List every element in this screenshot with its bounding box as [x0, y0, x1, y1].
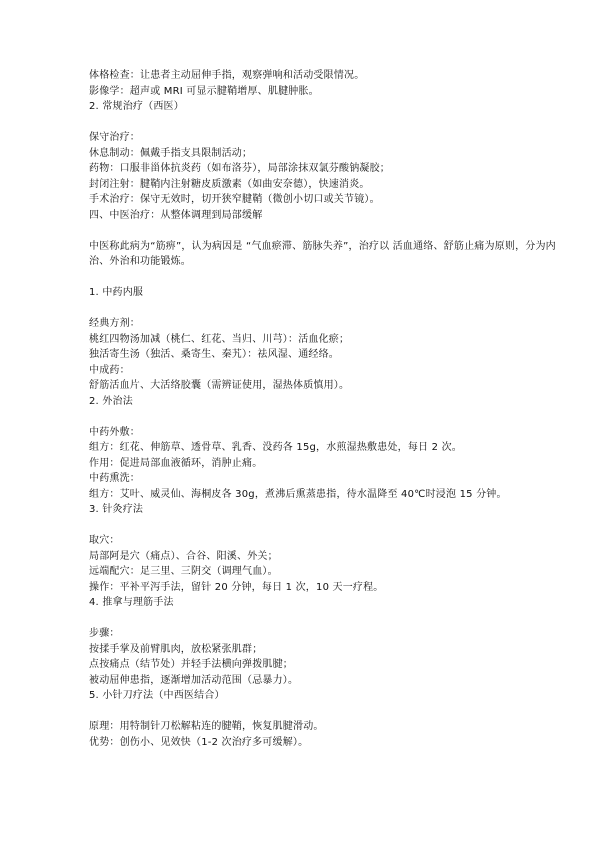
text-line: 组方：艾叶、威灵仙、海桐皮各 30g，煮沸后熏蒸患指，待水温降至 40℃时浸泡 15 分钟。: [89, 488, 507, 500]
text-line: 远端配穴：足三里、三阴交（调理气血）。: [89, 566, 278, 577]
text-line: 优势：创伤小、见效快（1-2 次治疗多可缓解）。: [89, 736, 309, 748]
text-line: 舒筋活血片、大活络胶囊（需辨证使用，湿热体质慎用）。: [89, 380, 350, 391]
text-line: 点按痛点（结节处）并轻手法横向弹拨肌腱；: [89, 659, 293, 670]
text-line: 按揉手掌及前臂肌肉，放松紧张肌群；: [89, 643, 263, 655]
text-line: 独活寄生汤（独活、桑寄生、秦艽）：祛风湿、通经络。: [89, 349, 339, 360]
subheading: 经典方剂：: [89, 318, 140, 329]
section-heading: 2. 常规治疗（西医）: [89, 101, 184, 112]
subheading: 中药外敷：: [89, 426, 140, 438]
text-line: 原理：用特制针刀松解粘连的腱鞘，恢复肌腱滑动。: [89, 721, 324, 732]
text-line: 休息制动：佩戴手指支具限制活动；: [89, 147, 253, 159]
subheading: 中药熏洗：: [89, 473, 140, 484]
text-line: 被动屈伸患指，逐渐增加活动范围（忌暴力）。: [89, 674, 299, 686]
section-heading: 3. 针灸疗法: [89, 504, 144, 515]
text-line: 组方：红花、伸筋草、透骨草、乳香、没药各 15g，水煎湿热敷患处，每日 2 次。: [89, 442, 462, 453]
text-line: 体格检查：让患者主动屈伸手指，观察弹响和活动受限情况。: [89, 70, 365, 81]
section-heading: 四、中医治疗：从整体调理到局部缓解: [89, 209, 263, 221]
text-line: 作用：促进局部血液循环，消肿止痛。: [89, 457, 263, 469]
paragraph: 中医称此病为“筋痹”，认为病因是 “气血瘀滞、筋脉失养”，治疗以 活血通络、舒筋止痛为原则，分为内治、外治和功能锻炼。: [89, 240, 556, 267]
text-line: 影像学：超声或 MRI 可显示腱鞘增厚、肌腱肿胀。: [89, 85, 319, 97]
section-heading: 2. 外治法: [89, 395, 133, 407]
text-line: 操作：平补平泻手法，留针 20 分钟，每日 1 次，10 天一疗程。: [89, 581, 384, 593]
subheading: 取穴：: [89, 535, 120, 546]
text-line: 手术治疗：保守无效时，切开狭窄腱鞘（微创小切口或关节镜）。: [89, 194, 380, 205]
subheading: 中成药：: [89, 364, 130, 376]
section-heading: 1. 中药内服: [89, 287, 144, 298]
section-heading: 4. 推拿与理筋手法: [89, 597, 174, 608]
subheading: 保守治疗：: [89, 132, 140, 143]
text-line: 局部阿是穴（痛点）、合谷、阳溪、外关；: [89, 550, 278, 562]
subheading: 步骤：: [89, 628, 120, 639]
text-line: 桃红四物汤加减（桃仁、红花、当归、川芎）：活血化瘀；: [89, 333, 350, 345]
text-line: 封闭注射：腱鞘内注射糖皮质激素（如曲安奈德），快速消炎。: [89, 178, 370, 190]
text-line: 药物：口服非甾体抗炎药（如布洛芬），局部涂抹双氯芬酸钠凝胶；: [89, 163, 390, 174]
section-heading: 5. 小针刀疗法（中西医结合）: [89, 690, 225, 701]
document-page: [89, 68, 559, 750]
